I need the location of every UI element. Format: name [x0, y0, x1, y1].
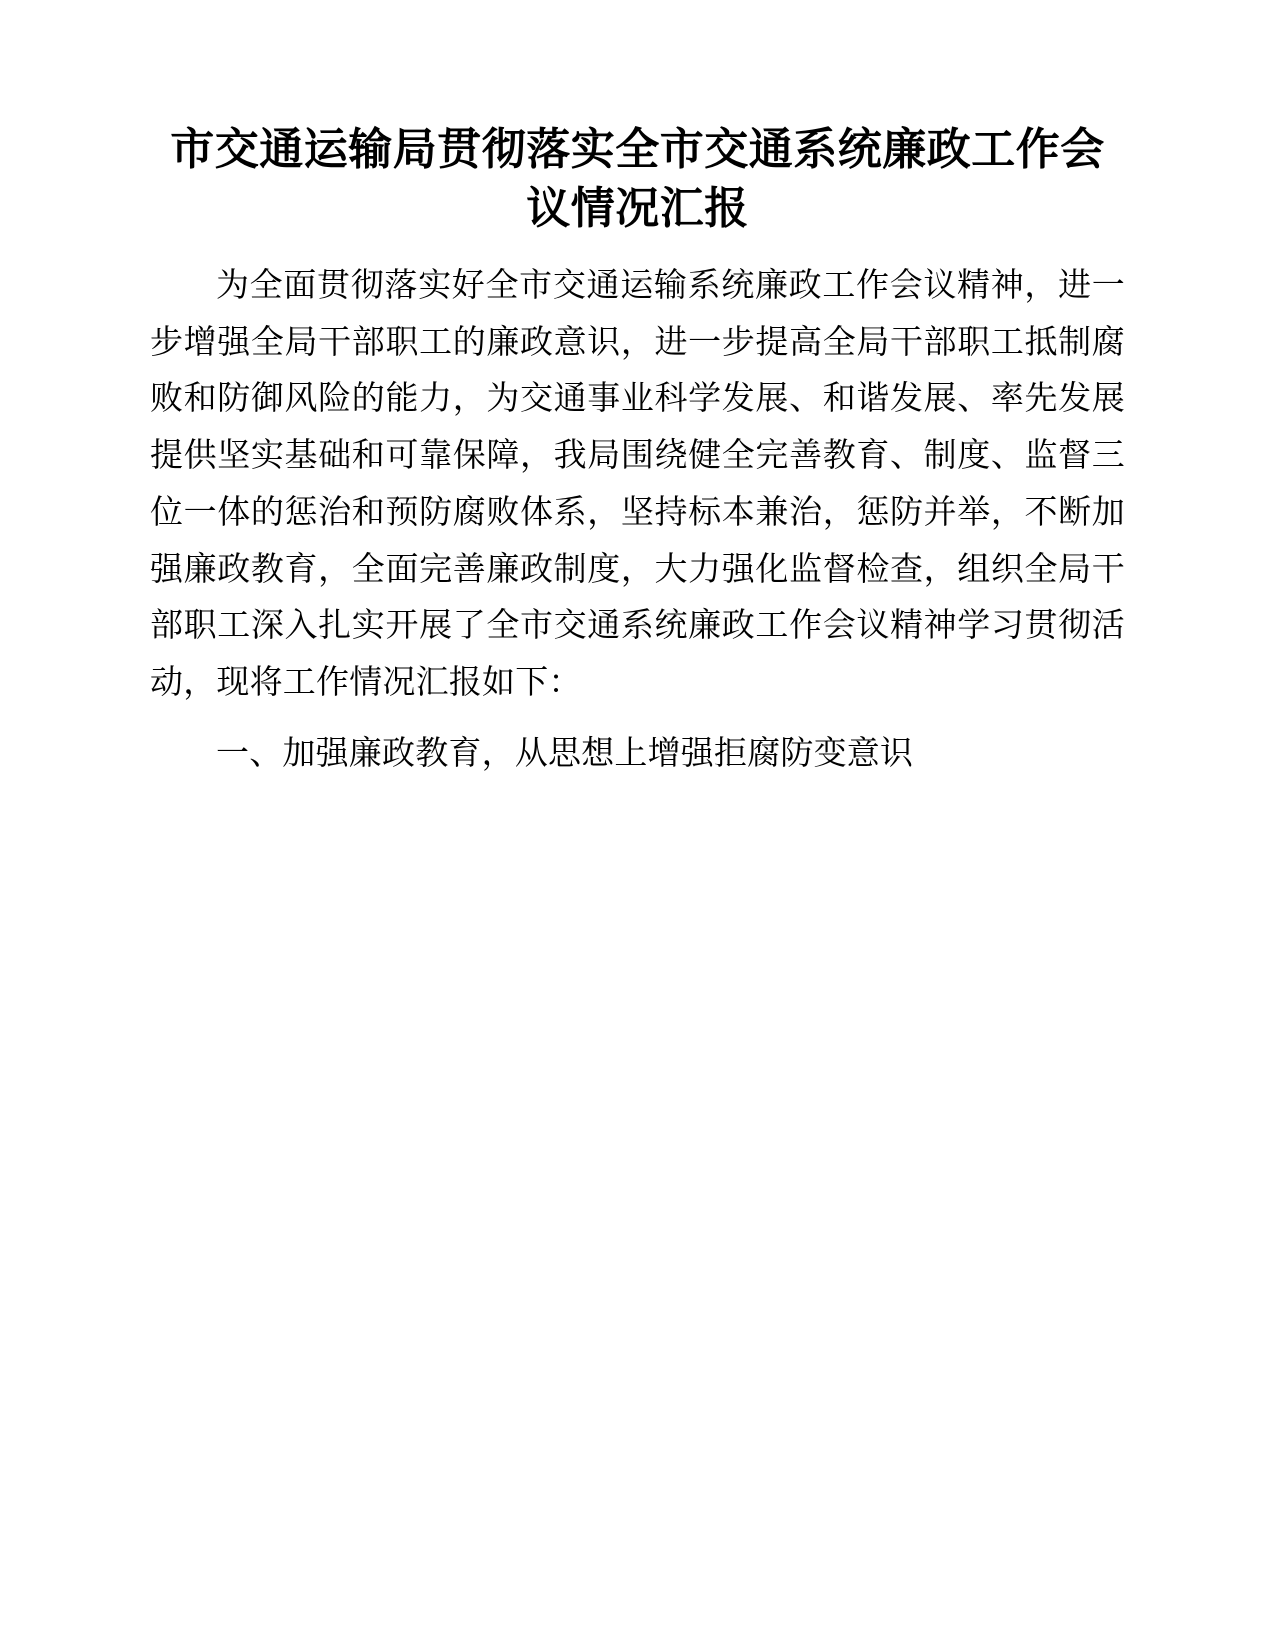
page-title: 市交通运输局贯彻落实全市交通系统廉政工作会议情况汇报 — [170, 124, 1105, 235]
section-heading-1: 一、加强廉政教育，从思想上增强拒腐防变意识 — [216, 732, 914, 772]
body-paragraph: 为全面贯彻落实好全市交通运输系统廉政工作会议精神，进一步增强全局干部职工的廉政意识，进一步提高全局干部职工抵制腐败和防御风险的能力，为交通事业科学发展、和谐发展、率先发展提供坚实基础和可靠保障，我局围绕健全完善教育、制度、监督三位一体的惩治和预防腐败体系，坚持标本兼治，惩防并举，不断加强廉政教育，全面完善廉政制度，大力强化监督检查，组织全局干部职工深入扎实开展了全市交通系统廉政工作会议精神学习贯彻活动，现将工作情况汇报如下： — [150, 264, 1125, 702]
